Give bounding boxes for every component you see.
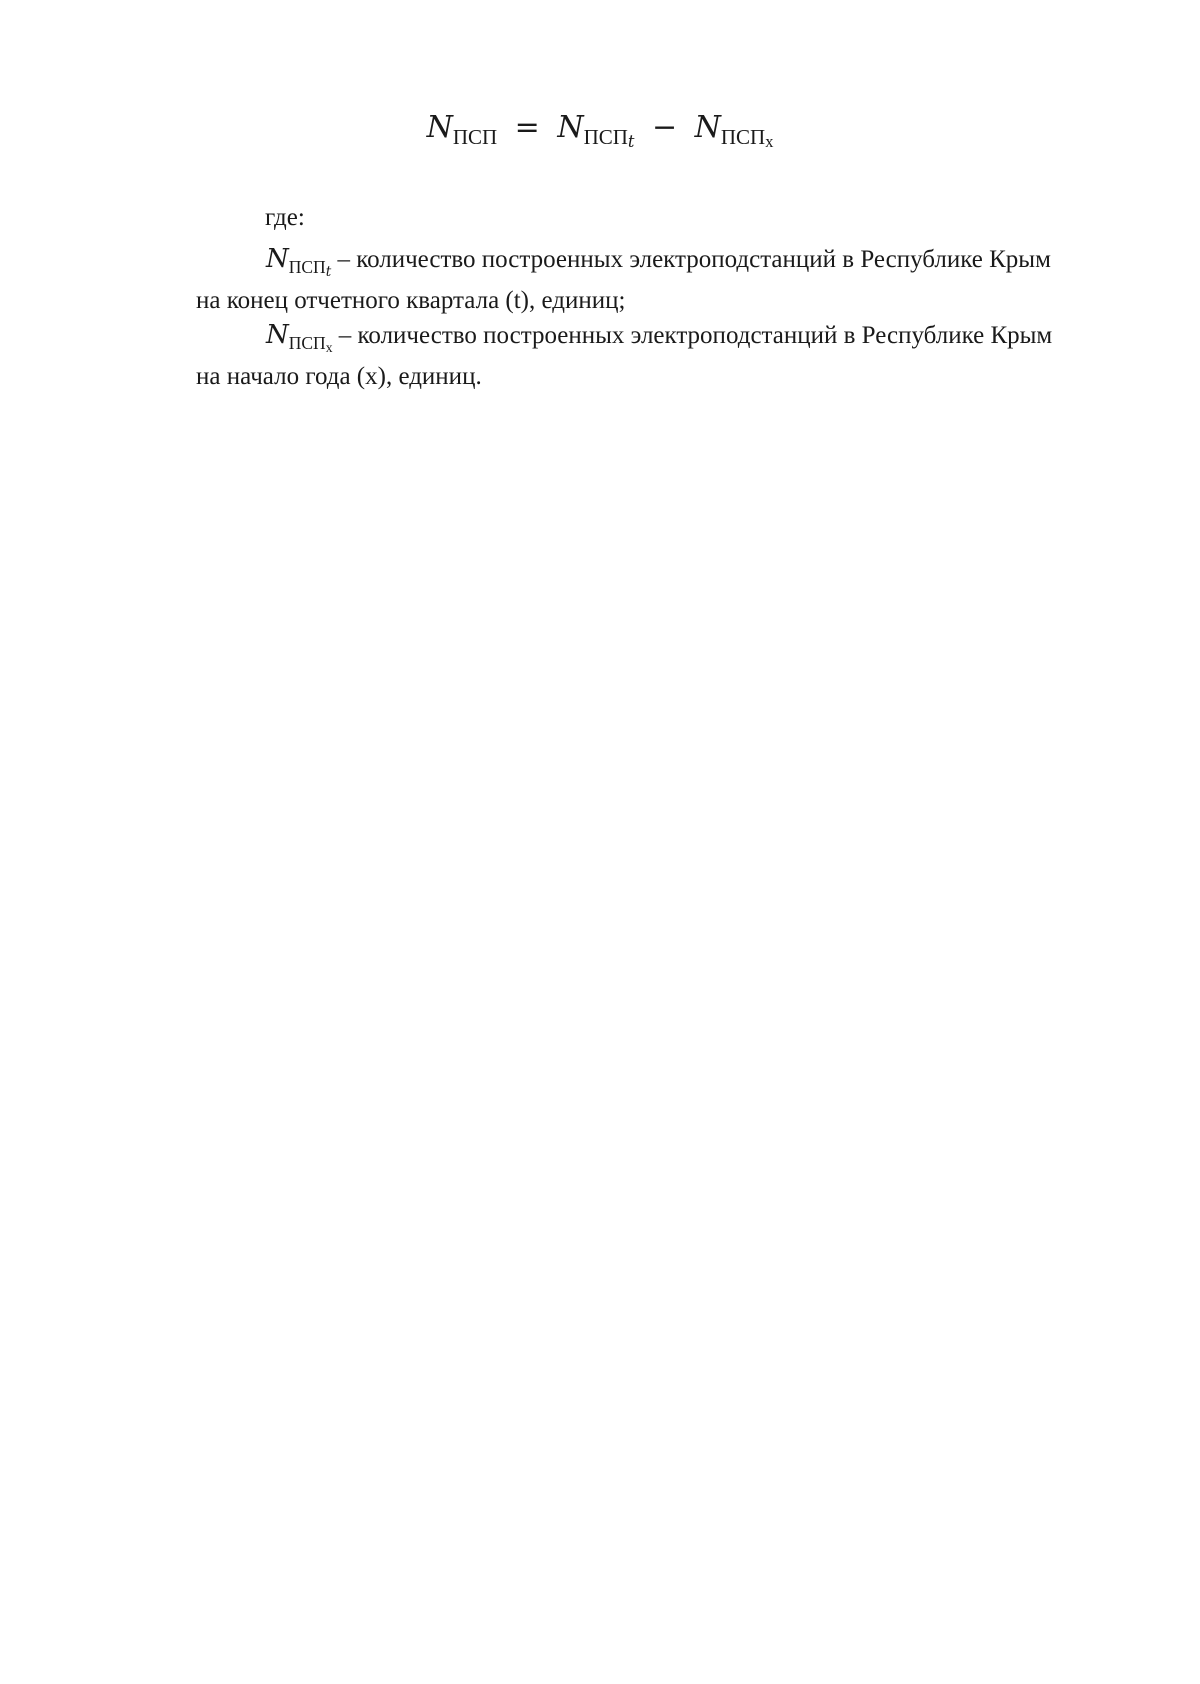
definition-t [196, 240, 1136, 320]
definition-x-text1: – количество построенных электроподстанций в Республике Крым [332, 322, 1053, 349]
definition-t-symbol: N [266, 244, 289, 274]
definition-x-index: х [325, 339, 333, 355]
formula-symbol-x: N [694, 110, 721, 145]
where-label: где: [265, 204, 305, 231]
definition-t-subscript-text: ПСП [288, 256, 326, 277]
formula-index-t: t [627, 132, 635, 152]
formula-equals: = [514, 110, 540, 145]
definition-x [196, 316, 1136, 396]
formula-minus: − [651, 110, 678, 145]
formula-subscript-t [583, 124, 635, 152]
definition-x-symbol: N [266, 320, 289, 350]
definition-t-line2: на конец отчетного квартала (t), единиц; [196, 287, 626, 314]
formula-subscript-lhs: ПСП [452, 124, 498, 149]
formula-subscript-t-text: ПСП [583, 124, 628, 149]
formula-subscript-x-text: ПСП [720, 124, 766, 149]
definition-x-subscript [289, 333, 333, 353]
definition-t-text1: – количество построенных электроподстанций в Республике Крым [331, 246, 1051, 273]
formula-symbol-t: N [557, 110, 584, 145]
formula-subscript-x [720, 124, 774, 152]
formula-index-x: х [765, 132, 774, 152]
definition-x-subscript-text: ПСП [288, 332, 326, 353]
definition-t-subscript [288, 256, 332, 280]
formula-symbol-lhs: N [426, 110, 453, 145]
definition-t-line1 [196, 240, 1136, 282]
definition-x-line2: на начало года (х), единиц. [196, 363, 482, 390]
definition-t-index: t [325, 263, 332, 280]
definition-x-line1 [196, 316, 1136, 358]
formula [0, 108, 1200, 152]
